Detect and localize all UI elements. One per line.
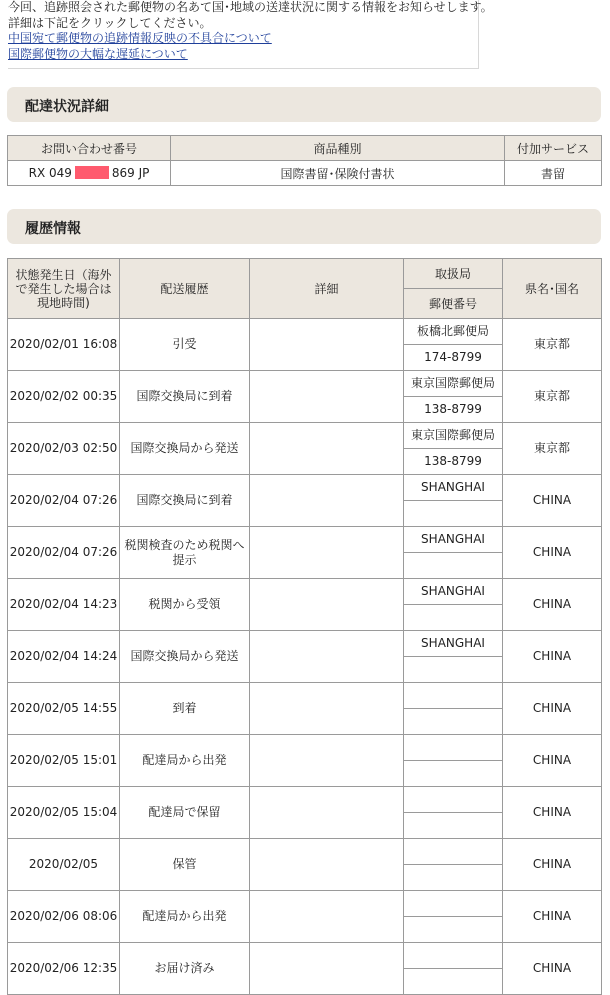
event-details-cell [250, 475, 404, 527]
product-type-header: 商品種別 [171, 136, 505, 161]
event-details-cell [250, 527, 404, 579]
event-office-cell: 東京国際郵便局 [404, 423, 503, 449]
event-details-cell [250, 579, 404, 631]
event-status-cell: 税関から受領 [120, 579, 250, 631]
event-details-cell [250, 683, 404, 735]
event-region-cell: CHINA [503, 527, 602, 579]
event-region-cell: CHINA [503, 631, 602, 683]
event-office-cell [404, 787, 503, 813]
event-date-cell: 2020/02/06 12:35 [8, 943, 120, 995]
event-date-cell: 2020/02/04 07:26 [8, 527, 120, 579]
event-office-cell: SHANGHAI [404, 631, 503, 657]
event-status-cell: 保管 [120, 839, 250, 891]
event-details-cell [250, 787, 404, 839]
history-row [8, 943, 602, 969]
history-row [8, 839, 602, 865]
event-status-cell: 国際交換局に到着 [120, 475, 250, 527]
event-office-cell: 東京国際郵便局 [404, 371, 503, 397]
delivery-detail-heading [7, 87, 601, 122]
history-title: 履歴情報 [25, 221, 81, 237]
event-office-cell: 板橋北郵便局 [404, 319, 503, 345]
event-postal-cell [404, 605, 503, 631]
event-date-cell: 2020/02/05 14:55 [8, 683, 120, 735]
event-office-cell: SHANGHAI [404, 579, 503, 605]
event-postal-cell [404, 761, 503, 787]
additional-service-header: 付加サービス [505, 136, 602, 161]
event-region-cell: 東京都 [503, 371, 602, 423]
history-row [8, 527, 602, 553]
event-date-cell: 2020/02/05 15:04 [8, 787, 120, 839]
event-status-cell: 配達局で保留 [120, 787, 250, 839]
postal-code-header: 郵便番号 [404, 289, 503, 319]
event-date-cell: 2020/02/05 15:01 [8, 735, 120, 787]
event-office-cell: SHANGHAI [404, 527, 503, 553]
tracking-number-header: お問い合わせ番号 [8, 136, 171, 161]
redaction-mark [75, 166, 109, 179]
event-office-cell [404, 839, 503, 865]
event-date-cell: 2020/02/04 07:26 [8, 475, 120, 527]
history-row [8, 579, 602, 605]
region-header: 県名･国名 [503, 259, 602, 319]
event-office-cell [404, 943, 503, 969]
event-status-cell: 国際交換局に到着 [120, 371, 250, 423]
history-row [8, 475, 602, 501]
event-date-cell: 2020/02/06 08:06 [8, 891, 120, 943]
event-status-cell: 国際交換局から発送 [120, 423, 250, 475]
international-delay-link[interactable]: 国際郵便物の大幅な遅延について [8, 46, 188, 61]
event-postal-cell [404, 501, 503, 527]
event-date-cell: 2020/02/02 00:35 [8, 371, 120, 423]
details-header: 詳細 [250, 259, 404, 319]
event-details-cell [250, 735, 404, 787]
event-region-cell: CHINA [503, 943, 602, 995]
history-row [8, 371, 602, 397]
event-status-cell: 到着 [120, 683, 250, 735]
event-region-cell: CHINA [503, 891, 602, 943]
event-region-cell: 東京都 [503, 423, 602, 475]
history-row [8, 423, 602, 449]
history-row [8, 891, 602, 917]
event-region-cell: CHINA [503, 579, 602, 631]
event-details-cell [250, 631, 404, 683]
status-header: 配送履歴 [120, 259, 250, 319]
event-date-cell: 2020/02/05 [8, 839, 120, 891]
event-region-cell: CHINA [503, 683, 602, 735]
event-details-cell [250, 423, 404, 475]
event-region-cell: CHINA [503, 475, 602, 527]
event-postal-cell [404, 709, 503, 735]
event-details-cell [250, 891, 404, 943]
event-status-cell: 引受 [120, 319, 250, 371]
date-header: 状態発生日（海外で発生した場合は現地時間) [8, 259, 120, 319]
history-row [8, 683, 602, 709]
event-postal-cell [404, 969, 503, 995]
event-region-cell: CHINA [503, 839, 602, 891]
event-details-cell [250, 319, 404, 371]
event-date-cell: 2020/02/04 14:24 [8, 631, 120, 683]
event-details-cell [250, 943, 404, 995]
delivery-detail-table [7, 135, 602, 186]
notice-instruction: 詳細は下記をクリックしてください。 [8, 15, 212, 30]
event-status-cell: 配達局から出発 [120, 891, 250, 943]
event-region-cell: 東京都 [503, 319, 602, 371]
tracking-number-cell [8, 161, 171, 186]
notice-box [8, 0, 493, 69]
tracking-number-prefix: RX 049 [28, 166, 72, 180]
china-tracking-issue-link[interactable]: 中国宛て郵便物の追跡情報反映の不具合について [8, 31, 272, 45]
history-heading [7, 209, 601, 244]
event-region-cell: CHINA [503, 735, 602, 787]
event-postal-cell: 138-8799 [404, 397, 503, 423]
event-postal-cell [404, 865, 503, 891]
event-postal-cell [404, 813, 503, 839]
event-postal-cell [404, 657, 503, 683]
event-region-cell: CHINA [503, 787, 602, 839]
history-row [8, 631, 602, 657]
event-status-cell: お届け済み [120, 943, 250, 995]
history-row [8, 735, 602, 761]
product-type-cell: 国際書留･保険付書状 [171, 161, 505, 186]
delivery-detail-title: 配達状況詳細 [25, 99, 109, 115]
event-details-cell [250, 839, 404, 891]
event-postal-cell: 138-8799 [404, 449, 503, 475]
event-office-cell [404, 735, 503, 761]
event-office-cell [404, 891, 503, 917]
history-row [8, 787, 602, 813]
history-row [8, 319, 602, 345]
event-date-cell: 2020/02/03 02:50 [8, 423, 120, 475]
office-header: 取扱局 [404, 259, 503, 289]
event-status-cell: 国際交換局から発送 [120, 631, 250, 683]
notice-text: 今回、追跡照会された郵便物の名あて国･地域の送達状況に関する情報をお知らせします。 [8, 0, 493, 14]
event-office-cell [404, 683, 503, 709]
event-status-cell: 配達局から出発 [120, 735, 250, 787]
event-postal-cell: 174-8799 [404, 345, 503, 371]
event-postal-cell [404, 917, 503, 943]
tracking-number-suffix: 869 JP [111, 166, 150, 180]
event-date-cell: 2020/02/01 16:08 [8, 319, 120, 371]
event-status-cell: 税関検査のため税関へ提示 [120, 527, 250, 579]
event-date-cell: 2020/02/04 14:23 [8, 579, 120, 631]
event-postal-cell [404, 553, 503, 579]
event-office-cell: SHANGHAI [404, 475, 503, 501]
history-table [7, 258, 602, 995]
additional-service-cell: 書留 [505, 161, 602, 186]
event-details-cell [250, 371, 404, 423]
